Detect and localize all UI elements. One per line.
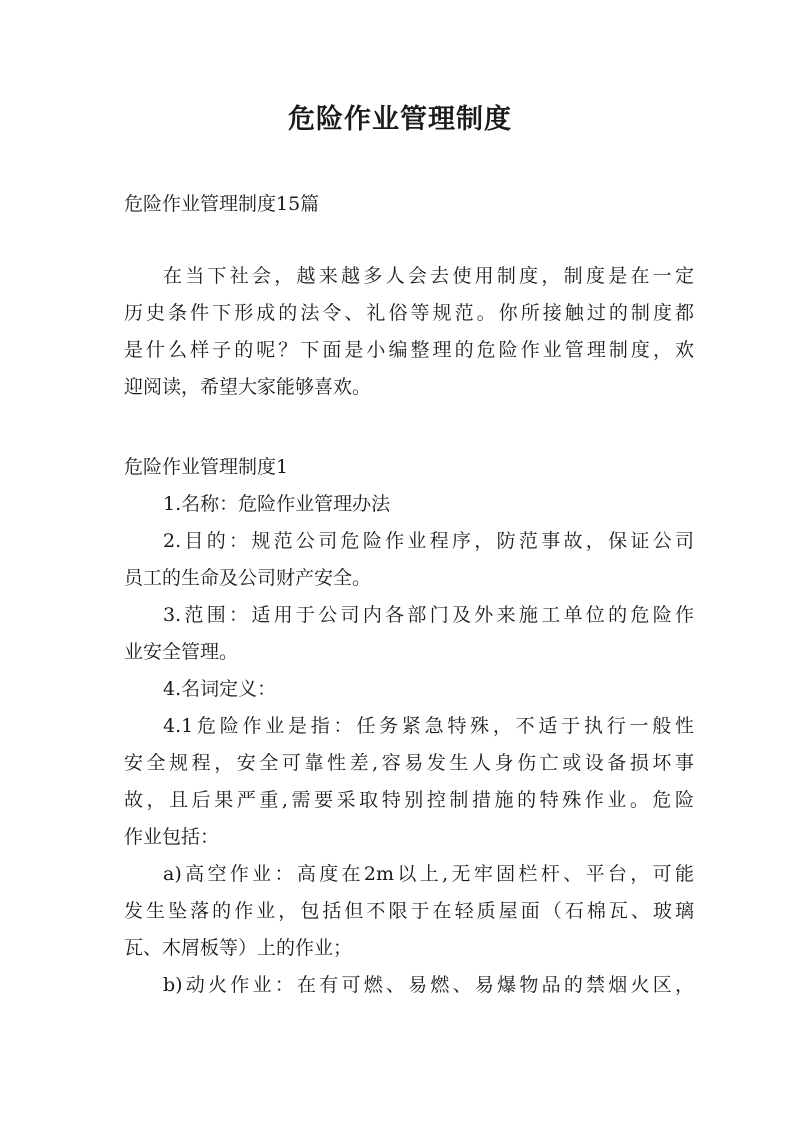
intro-line: 历史条件下形成的法令、礼俗等规范。你所接触过的制度都 xyxy=(124,302,694,324)
body-line: 安全规程，安全可靠性差,容易发生人身伤亡或设备损坏事 xyxy=(124,752,694,774)
body-line: 发生坠落的作业，包括但不限于在轻质屋面（石棉瓦、玻璃 xyxy=(124,900,694,922)
document-title: 危险作业管理制度 xyxy=(288,104,512,135)
intro-line: 是什么样子的呢？下面是小编整理的危险作业管理制度，欢 xyxy=(124,339,694,361)
body-line: 瓦、木屑板等）上的作业； xyxy=(124,937,353,959)
section-heading: 危险作业管理制度1 xyxy=(124,456,289,478)
body-line: a)高空作业：高度在2m以上,无牢固栏杆、平台，可能 xyxy=(163,863,694,885)
body-line: b)动火作业：在有可燃、易燃、易爆物品的禁烟火区， xyxy=(163,974,694,996)
body-line: 1.名称：危险作业管理办法 xyxy=(163,493,391,515)
document-subtitle: 危险作业管理制度15篇 xyxy=(124,193,320,215)
body-line: 故，且后果严重,需要采取特别控制措施的特殊作业。危险 xyxy=(124,789,694,811)
body-line: 2.目的：规范公司危险作业程序，防范事故，保证公司 xyxy=(163,530,694,552)
body-line: 3.范围：适用于公司内各部门及外来施工单位的危险作 xyxy=(163,604,694,626)
body-line: 4.1危险作业是指：任务紧急特殊，不适于执行一般性 xyxy=(163,715,694,737)
body-line: 业安全管理。 xyxy=(124,641,239,663)
body-line: 4.名词定义： xyxy=(163,678,277,700)
intro-line: 迎阅读，希望大家能够喜欢。 xyxy=(124,376,372,398)
body-line: 作业包括： xyxy=(124,826,220,848)
body-line: 员工的生命及公司财产安全。 xyxy=(124,567,372,589)
intro-line: 在当下社会，越来越多人会去使用制度，制度是在一定 xyxy=(163,265,694,287)
